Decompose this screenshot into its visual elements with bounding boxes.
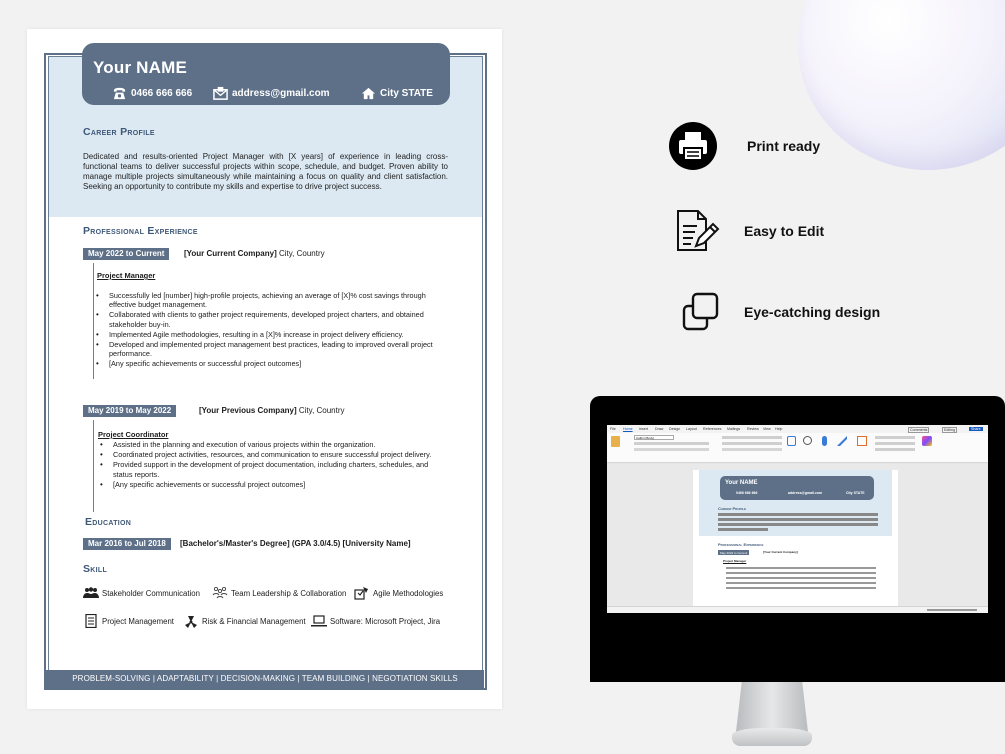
tab-view[interactable]: View (763, 426, 771, 431)
dictate-icon[interactable] (822, 436, 827, 446)
skill-item: Software: Microsoft Project, Jira (311, 614, 440, 628)
font-box[interactable]: Calibri (Body) (634, 435, 674, 440)
monitor-stand (736, 682, 808, 732)
contact-email (213, 86, 330, 101)
mini-text-line (718, 523, 878, 526)
contact-location (361, 86, 433, 101)
job1-bullets (93, 291, 453, 370)
tab-insert[interactable]: Insert (639, 426, 648, 431)
sign-row (875, 442, 915, 445)
list-item: • [Any specific achievements or successful project outcomes] (93, 359, 453, 368)
word-statusbar (607, 606, 988, 613)
job1-company: [Your Current Company] City, Country (184, 249, 325, 258)
job1-role: Project Manager (97, 271, 156, 280)
tab-mailings[interactable]: Mailings (727, 426, 741, 431)
resume-header (82, 43, 450, 105)
resume-footer: PROBLEM-SOLVING | ADAPTABILITY | DECISION-MAKING | TEAM BUILDING | NEGOTIATION SKILLS (46, 670, 484, 688)
monitor-base (732, 728, 812, 746)
monitor (590, 396, 1005, 682)
font-color-row (634, 448, 709, 451)
word-tabs (607, 425, 988, 433)
laptop-icon (311, 614, 327, 628)
paste-icon[interactable] (611, 436, 620, 447)
mini-bullet-line (726, 567, 876, 569)
list-item: • Provided support in the development of project documentation, including charters, schedules, and status reports. (97, 460, 442, 478)
phone-icon (112, 86, 127, 101)
share-button[interactable]: Share (971, 426, 981, 431)
mini-bullet-line (726, 572, 876, 574)
comments-button[interactable]: Comments (910, 427, 928, 432)
education-degree: [Bachelor's/Master's Degree] (GPA 3.0/4.5) [University Name] (180, 539, 411, 548)
editing-button[interactable]: Editing (944, 427, 955, 432)
zoom-slider[interactable] (927, 609, 977, 611)
job2-company: [Your Previous Company] City, Country (199, 406, 345, 415)
mini-text-line (718, 518, 878, 521)
addins-icon[interactable] (857, 436, 867, 446)
paragraph-row (722, 448, 782, 451)
tab-layout[interactable]: Layout (686, 426, 697, 431)
printer-icon (668, 121, 718, 176)
list-item: • Coordinated project activities, resources, and communication to ensure successful project delivery. (97, 450, 442, 459)
editor-icon[interactable] (837, 436, 847, 446)
list-item: • Collaborated with clients to gather project requirements, developed project charters, and obtained stakeholder buy-in. (93, 310, 453, 328)
skill-title: Skill (83, 563, 108, 575)
decorative-bubble (798, 0, 1005, 170)
feature-print-ready: Print ready (747, 138, 821, 154)
mini-resume-page (693, 470, 898, 606)
agile-icon (354, 586, 370, 600)
skill-item: Stakeholder Communication (83, 586, 200, 600)
find-icon[interactable] (803, 436, 812, 445)
career-profile-title: Career Profile (83, 126, 155, 138)
feature-eye-catching: Eye-catching design (744, 304, 881, 320)
mini-bullet-line (726, 577, 876, 579)
mini-bullet-line (726, 587, 876, 589)
skill-item: Risk & Financial Management (183, 614, 306, 628)
job1-dates: May 2022 to Current (83, 248, 169, 260)
contact-phone (112, 86, 192, 101)
team-icon (212, 586, 228, 600)
feature-easy-to-edit: Easy to Edit (744, 223, 825, 239)
email-text: address@gmail.com (232, 88, 330, 99)
tab-file[interactable]: File (610, 426, 616, 431)
mini-job1-company: [Your Current Company] (763, 550, 798, 554)
phone-text: 0466 666 666 (131, 88, 193, 99)
mini-email: address@gmail.com (788, 491, 823, 495)
sign-row (875, 436, 915, 439)
monitor-screen (607, 425, 988, 613)
copy-squares-icon (681, 292, 721, 337)
tab-design[interactable]: Design (669, 426, 681, 431)
list-item: • [Any specific achievements or successful project outcomes] (97, 480, 442, 489)
education-dates: Mar 2016 to Jul 2018 (83, 538, 171, 550)
font-format-row (634, 442, 709, 445)
envelope-icon (213, 86, 228, 101)
edit-document-icon (674, 208, 720, 259)
tab-home[interactable]: Home (623, 426, 633, 431)
mini-job1-dates: May 2022 to Current (720, 550, 748, 555)
mini-experience-title: Professional Experience (718, 542, 764, 547)
resume-page (27, 29, 502, 709)
job2-dates: May 2019 to May 2022 (83, 405, 176, 417)
job2-bullets (97, 440, 442, 490)
people-group-icon (83, 586, 99, 600)
skill-item: Team Leadership & Collaboration (212, 586, 346, 600)
mini-phone: 0466 666 666 (736, 491, 758, 495)
home-icon (361, 86, 376, 101)
creative-cloud-icon[interactable] (922, 436, 932, 446)
job2-timeline (93, 420, 94, 512)
career-profile-text: Dedicated and results-oriented Project Manager with [X years] of experience in leading cross-functional teams to deliver successful projects within scope, schedule, and budget. Proven ability to manage multiple projects simultaneously while maintaining a focus on quality and client satisfaction. Seeking an opportunity to contribute my skills and expertise to drive project success. (83, 152, 448, 191)
styles-icon[interactable] (787, 436, 796, 446)
sign-row (875, 448, 915, 451)
resume-name: Your NAME (93, 58, 188, 77)
clipboard-icon (83, 614, 99, 628)
list-item: • Successfully led [number] high-profile projects, achieving an average of [X]% cost savings through effective budget management. (93, 291, 453, 309)
mini-text-line (718, 513, 878, 516)
radiation-icon (183, 614, 199, 628)
mini-job1-role: Project Manager (723, 559, 747, 563)
tab-review[interactable]: Review (747, 426, 759, 431)
list-item: • Assisted in the planning and execution of various projects within the organization. (97, 440, 442, 449)
paragraph-row (722, 442, 782, 445)
mini-text-line (718, 528, 768, 531)
list-item: • Implemented Agile methodologies, resulting in a [X]% increase in project delivery efficiency. (93, 330, 453, 339)
mini-name: Your NAME (725, 480, 758, 486)
word-ribbon (607, 433, 988, 463)
location-text: City STATE (380, 88, 433, 99)
experience-title: Professional Experience (83, 225, 198, 237)
job2-role: Project Coordinator (98, 430, 169, 439)
tab-help[interactable]: Help (775, 426, 783, 431)
skill-item: Project Management (83, 614, 174, 628)
list-item: • Developed and implemented project management best practices, leading to improved overall project performance. (93, 340, 453, 358)
mini-location: City STATE (846, 491, 865, 495)
education-title: Education (85, 516, 132, 528)
paragraph-row (722, 436, 782, 439)
tab-draw[interactable]: Draw (655, 426, 664, 431)
mini-header (720, 476, 874, 500)
tab-references[interactable]: References (703, 426, 722, 431)
skill-item: Agile Methodologies (354, 586, 443, 600)
mini-bullet-line (726, 582, 876, 584)
document-area (607, 464, 988, 606)
mini-career-title: Career Profile (718, 506, 747, 511)
